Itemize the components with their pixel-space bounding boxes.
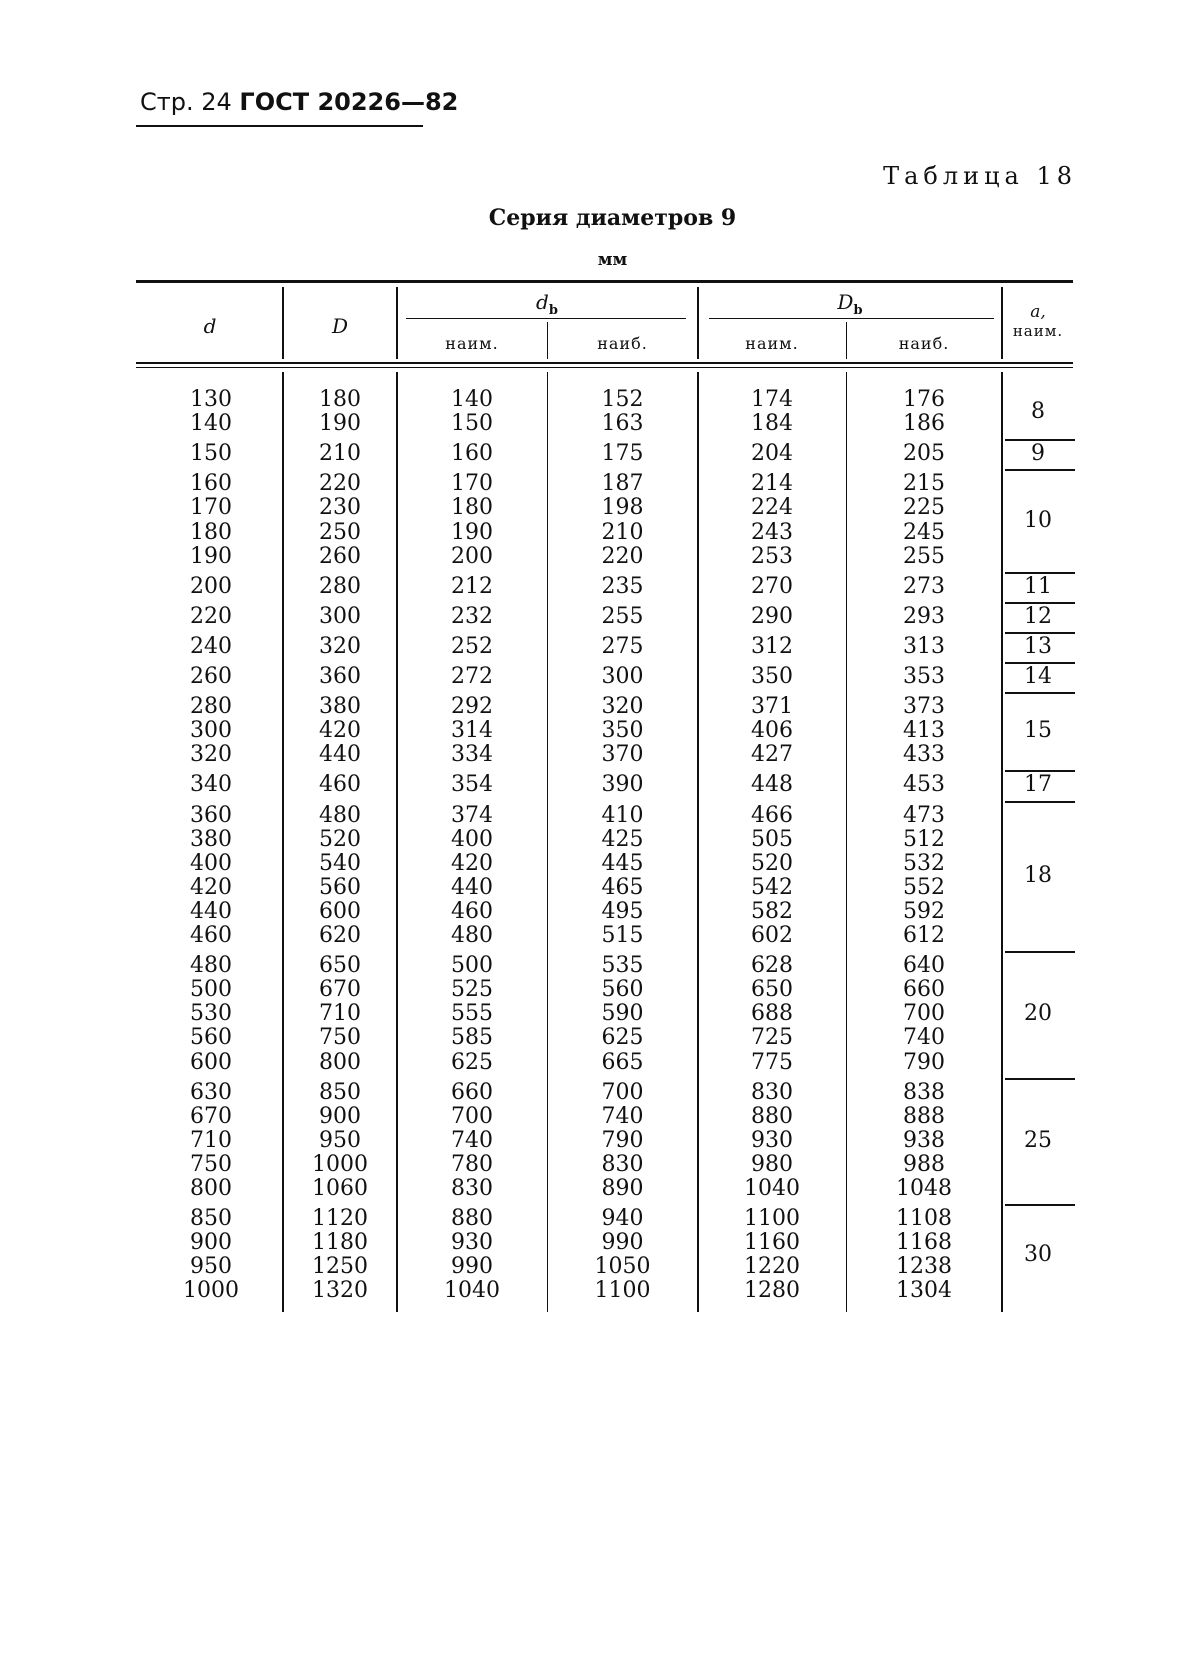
cell-db-min: 374 xyxy=(451,802,493,828)
cell-Db-min: 830 xyxy=(751,1079,793,1105)
cell-Db-min: 542 xyxy=(751,874,793,900)
cell-Db-min: 582 xyxy=(751,898,793,924)
cell-Db-max: 592 xyxy=(903,898,945,924)
cell-db-max: 830 xyxy=(601,1151,644,1177)
col-header-d: d xyxy=(203,314,217,338)
cell-Db-min: 466 xyxy=(751,802,793,828)
cell-Db-min: 650 xyxy=(751,977,793,1003)
cell-Db-max: 838 xyxy=(903,1079,945,1105)
a-group-rule xyxy=(1005,801,1075,803)
cell-Db-min: 1220 xyxy=(744,1254,800,1280)
cell-D: 230 xyxy=(319,495,361,521)
cell-db-min: 170 xyxy=(451,471,493,497)
col-header-db: $d_b$ xyxy=(536,290,558,318)
cell-D: 460 xyxy=(319,772,361,798)
series-title: Серия диаметров 9 xyxy=(488,205,737,231)
cell-d: 600 xyxy=(190,1049,232,1075)
cell-db-min: 585 xyxy=(451,1025,493,1051)
cell-db-max: 665 xyxy=(601,1049,644,1075)
cell-Db-min: 725 xyxy=(751,1025,793,1051)
cell-d: 280 xyxy=(190,694,232,720)
cell-db-max: 163 xyxy=(601,411,644,437)
cell-db-min: 314 xyxy=(451,718,493,744)
cell-Db-min: 214 xyxy=(751,471,793,497)
cell-db-max: 465 xyxy=(601,874,644,900)
a-group-rule xyxy=(1005,1078,1075,1080)
cell-db-max: 990 xyxy=(601,1230,644,1256)
a-value: 11 xyxy=(1024,573,1052,599)
cell-db-max: 940 xyxy=(601,1206,644,1232)
cell-D: 420 xyxy=(319,718,361,744)
cell-db-max: 300 xyxy=(601,664,644,689)
cell-db-max: 625 xyxy=(601,1025,644,1051)
cell-d: 170 xyxy=(190,495,232,521)
cell-d: 160 xyxy=(190,471,232,497)
cell-D: 900 xyxy=(319,1103,361,1129)
cell-Db-min: 880 xyxy=(751,1103,793,1129)
cell-Db-max: 512 xyxy=(903,826,945,852)
cell-D: 360 xyxy=(319,664,361,689)
cell-D: 710 xyxy=(319,1001,361,1027)
cell-d: 440 xyxy=(190,898,232,924)
cell-Db-min: 427 xyxy=(751,742,793,768)
cell-db-max: 350 xyxy=(601,718,644,744)
cell-Db-max: 1168 xyxy=(896,1230,952,1256)
cell-Db-max: 373 xyxy=(903,694,945,720)
Db-group-rule xyxy=(709,318,994,319)
cell-Db-min: 243 xyxy=(751,519,793,545)
cell-Db-min: 775 xyxy=(751,1049,793,1075)
cell-Db-max: 433 xyxy=(903,742,945,768)
cell-d: 320 xyxy=(190,742,232,768)
cell-d: 140 xyxy=(190,411,232,437)
a-value: 15 xyxy=(1024,718,1052,744)
cell-db-min: 200 xyxy=(451,543,493,569)
cell-Db-min: 1040 xyxy=(744,1176,800,1201)
col-header-D: D xyxy=(331,314,349,338)
cell-d: 670 xyxy=(190,1103,232,1129)
subheader-Db-min: наим. xyxy=(745,334,799,353)
cell-Db-max: 205 xyxy=(903,441,945,467)
cell-d: 240 xyxy=(190,633,232,659)
cell-Db-min: 628 xyxy=(751,953,793,979)
cell-db-max: 445 xyxy=(601,850,644,876)
header-rule xyxy=(136,125,423,127)
cell-db-max: 515 xyxy=(601,923,644,948)
cell-d: 530 xyxy=(190,1001,232,1027)
cell-D: 260 xyxy=(319,543,361,569)
a-value: 30 xyxy=(1024,1242,1052,1268)
cell-db-max: 390 xyxy=(601,772,644,798)
cell-db-min: 500 xyxy=(451,953,493,979)
subheader-Db-max: наиб. xyxy=(898,334,950,353)
a-value: 20 xyxy=(1024,1001,1052,1027)
cell-db-max: 175 xyxy=(601,441,644,467)
cell-d: 1000 xyxy=(183,1278,239,1304)
cell-d: 560 xyxy=(190,1025,232,1051)
body-divider xyxy=(846,372,847,1312)
cell-D: 670 xyxy=(319,977,361,1003)
cell-db-min: 1040 xyxy=(444,1278,500,1304)
cell-Db-max: 640 xyxy=(903,953,945,979)
cell-D: 380 xyxy=(319,694,361,720)
cell-db-min: 880 xyxy=(451,1206,493,1232)
a-group-rule xyxy=(1005,1204,1075,1206)
cell-db-max: 740 xyxy=(601,1103,644,1129)
a-value: 14 xyxy=(1024,664,1052,690)
cell-d: 420 xyxy=(190,874,232,900)
cell-d: 500 xyxy=(190,977,232,1003)
cell-D: 560 xyxy=(319,874,361,900)
cell-db-min: 830 xyxy=(451,1176,493,1201)
cell-db-min: 180 xyxy=(451,495,493,521)
cell-Db-max: 1304 xyxy=(896,1278,952,1304)
cell-db-min: 740 xyxy=(451,1127,493,1153)
cell-Db-min: 174 xyxy=(751,387,793,412)
cell-db-max: 790 xyxy=(601,1127,644,1153)
cell-Db-min: 602 xyxy=(751,923,793,948)
cell-D: 250 xyxy=(319,519,361,545)
cell-Db-max: 255 xyxy=(903,543,945,569)
cell-Db-max: 700 xyxy=(903,1001,945,1027)
cell-d: 460 xyxy=(190,923,232,948)
cell-Db-min: 930 xyxy=(751,1127,793,1153)
cell-db-min: 160 xyxy=(451,441,493,467)
a-group-rule xyxy=(1005,692,1075,694)
cell-db-max: 535 xyxy=(601,953,644,979)
cell-D: 1000 xyxy=(312,1151,368,1177)
cell-Db-max: 532 xyxy=(903,850,945,876)
cell-d: 150 xyxy=(190,441,232,467)
cell-d: 750 xyxy=(190,1151,232,1177)
cell-D: 950 xyxy=(319,1127,361,1153)
a-value: 17 xyxy=(1024,772,1052,798)
cell-Db-min: 204 xyxy=(751,441,793,467)
cell-db-min: 990 xyxy=(451,1254,493,1280)
cell-db-min: 354 xyxy=(451,772,493,798)
cell-db-min: 700 xyxy=(451,1103,493,1129)
cell-d: 360 xyxy=(190,802,232,828)
cell-d: 480 xyxy=(190,953,232,979)
cell-D: 1060 xyxy=(312,1176,368,1201)
cell-db-min: 660 xyxy=(451,1079,493,1105)
cell-d: 190 xyxy=(190,543,232,569)
cell-Db-min: 1100 xyxy=(744,1206,800,1232)
cell-Db-max: 552 xyxy=(903,874,945,900)
cell-d: 340 xyxy=(190,772,232,798)
cell-db-min: 334 xyxy=(451,742,493,768)
cell-Db-min: 1280 xyxy=(744,1278,800,1304)
cell-db-min: 555 xyxy=(451,1001,493,1027)
cell-db-min: 440 xyxy=(451,874,493,900)
cell-d: 220 xyxy=(190,603,232,629)
cell-db-min: 525 xyxy=(451,977,493,1003)
cell-db-max: 425 xyxy=(601,826,644,852)
cell-db-min: 625 xyxy=(451,1049,493,1075)
cell-D: 440 xyxy=(319,742,361,768)
cell-Db-max: 313 xyxy=(903,633,945,659)
table-top-rule xyxy=(136,280,1073,283)
cell-D: 180 xyxy=(319,387,361,412)
cell-Db-max: 1048 xyxy=(896,1176,952,1201)
a-value: 13 xyxy=(1024,633,1052,659)
body-divider xyxy=(547,372,548,1312)
cell-Db-min: 505 xyxy=(751,826,793,852)
cell-Db-max: 790 xyxy=(903,1049,945,1075)
cell-Db-min: 312 xyxy=(751,633,793,659)
cell-Db-max: 225 xyxy=(903,495,945,521)
cell-D: 650 xyxy=(319,953,361,979)
cell-db-min: 212 xyxy=(451,573,493,599)
cell-D: 300 xyxy=(319,603,361,629)
cell-Db-min: 980 xyxy=(751,1151,793,1177)
cell-Db-max: 273 xyxy=(903,573,945,599)
cell-db-min: 150 xyxy=(451,411,493,437)
cell-db-max: 495 xyxy=(601,898,644,924)
cell-d: 800 xyxy=(190,1176,232,1201)
cell-Db-min: 406 xyxy=(751,718,793,744)
a-value: 25 xyxy=(1024,1127,1052,1153)
cell-D: 190 xyxy=(319,411,361,437)
cell-D: 280 xyxy=(319,573,361,599)
cell-Db-max: 353 xyxy=(903,664,945,689)
cell-D: 850 xyxy=(319,1079,361,1105)
cell-d: 180 xyxy=(190,519,232,545)
cell-Db-max: 245 xyxy=(903,519,945,545)
cell-db-min: 252 xyxy=(451,633,493,659)
cell-db-max: 1050 xyxy=(594,1254,651,1280)
cell-db-max: 700 xyxy=(601,1079,644,1105)
cell-db-max: 255 xyxy=(601,603,644,629)
cell-db-min: 292 xyxy=(451,694,493,720)
subheader-db-max: наиб. xyxy=(597,334,648,353)
standard-number: ГОСТ 20226—82 xyxy=(239,88,459,116)
col-header-a-sub: наим. xyxy=(1012,322,1064,340)
cell-D: 220 xyxy=(319,471,361,497)
cell-d: 130 xyxy=(190,387,232,412)
cell-D: 520 xyxy=(319,826,361,852)
cell-db-max: 198 xyxy=(601,495,644,521)
cell-db-min: 780 xyxy=(451,1151,493,1177)
cell-d: 200 xyxy=(190,573,232,599)
cell-db-min: 930 xyxy=(451,1230,493,1256)
cell-db-min: 140 xyxy=(451,387,493,412)
cell-db-max: 590 xyxy=(601,1001,644,1027)
cell-Db-max: 293 xyxy=(903,603,945,629)
cell-Db-max: 988 xyxy=(903,1151,945,1177)
cell-d: 850 xyxy=(190,1206,232,1232)
cell-db-max: 220 xyxy=(601,543,644,569)
cell-db-min: 272 xyxy=(451,664,493,689)
cell-db-min: 460 xyxy=(451,898,493,924)
cell-d: 900 xyxy=(190,1230,232,1256)
page-number: Стр. 24 xyxy=(140,88,232,116)
header-bottom-rule xyxy=(136,362,1073,364)
cell-d: 300 xyxy=(190,718,232,744)
col-header-a: a, xyxy=(1030,302,1046,322)
a-value: 8 xyxy=(1031,399,1045,425)
cell-Db-min: 448 xyxy=(751,772,793,798)
cell-db-max: 210 xyxy=(601,519,644,545)
cell-db-max: 1100 xyxy=(594,1278,651,1304)
cell-db-max: 560 xyxy=(601,977,644,1003)
col-header-Db: $D_b$ xyxy=(837,290,863,318)
cell-db-max: 410 xyxy=(601,802,644,828)
cell-Db-min: 270 xyxy=(751,573,793,599)
cell-Db-min: 184 xyxy=(751,411,793,437)
header-bottom-rule-2 xyxy=(136,367,1073,368)
cell-Db-min: 371 xyxy=(751,694,793,720)
cell-d: 950 xyxy=(190,1254,232,1280)
cell-db-min: 190 xyxy=(451,519,493,545)
cell-db-max: 320 xyxy=(601,694,644,720)
subheader-db-min: наим. xyxy=(445,334,499,353)
cell-db-min: 400 xyxy=(451,826,493,852)
cell-D: 620 xyxy=(319,923,361,948)
cell-D: 750 xyxy=(319,1025,361,1051)
cell-db-max: 187 xyxy=(601,471,644,497)
cell-D: 210 xyxy=(319,441,361,467)
cell-db-max: 890 xyxy=(601,1176,644,1201)
cell-Db-max: 1108 xyxy=(896,1206,952,1232)
cell-Db-min: 350 xyxy=(751,664,793,689)
cell-D: 320 xyxy=(319,633,361,659)
cell-Db-max: 1238 xyxy=(896,1254,952,1280)
cell-db-max: 235 xyxy=(601,573,644,599)
cell-Db-min: 253 xyxy=(751,543,793,569)
cell-d: 630 xyxy=(190,1079,232,1105)
header-divider xyxy=(846,322,847,359)
cell-Db-max: 612 xyxy=(903,923,945,948)
header-divider xyxy=(547,322,548,359)
cell-db-min: 480 xyxy=(451,923,493,948)
a-group-rule xyxy=(1005,951,1075,953)
cell-D: 800 xyxy=(319,1049,361,1075)
cell-Db-max: 740 xyxy=(903,1025,945,1051)
cell-Db-max: 453 xyxy=(903,772,945,798)
cell-D: 480 xyxy=(319,802,361,828)
cell-d: 380 xyxy=(190,826,232,852)
cell-Db-max: 186 xyxy=(903,411,945,437)
cell-db-max: 370 xyxy=(601,742,644,768)
a-value: 12 xyxy=(1024,603,1052,629)
cell-Db-max: 413 xyxy=(903,718,945,744)
cell-d: 260 xyxy=(190,664,232,689)
cell-d: 400 xyxy=(190,850,232,876)
cell-D: 1120 xyxy=(312,1206,368,1232)
cell-Db-max: 660 xyxy=(903,977,945,1003)
a-group-rule xyxy=(1005,469,1075,471)
cell-db-min: 232 xyxy=(451,603,493,629)
cell-Db-max: 473 xyxy=(903,802,945,828)
cell-Db-min: 1160 xyxy=(744,1230,800,1256)
cell-db-max: 152 xyxy=(601,387,644,412)
cell-D: 540 xyxy=(319,850,361,876)
a-value: 9 xyxy=(1031,441,1045,467)
cell-Db-min: 224 xyxy=(751,495,793,521)
cell-Db-min: 688 xyxy=(751,1001,793,1027)
cell-Db-min: 290 xyxy=(751,603,793,629)
cell-D: 1250 xyxy=(312,1254,368,1280)
db-group-rule xyxy=(406,318,686,319)
units-label: мм xyxy=(597,250,628,270)
cell-d: 710 xyxy=(190,1127,232,1153)
cell-Db-max: 888 xyxy=(903,1103,945,1129)
cell-D: 1320 xyxy=(312,1278,368,1304)
table-label: Таблица 18 xyxy=(883,162,1077,190)
a-value: 10 xyxy=(1024,507,1052,533)
cell-db-min: 420 xyxy=(451,850,493,876)
page-header xyxy=(140,88,458,116)
cell-db-max: 275 xyxy=(601,633,644,659)
cell-Db-min: 520 xyxy=(751,850,793,876)
cell-D: 1180 xyxy=(312,1230,368,1256)
cell-Db-max: 176 xyxy=(903,387,945,412)
cell-D: 600 xyxy=(319,898,361,924)
a-value: 18 xyxy=(1024,862,1052,888)
cell-Db-max: 215 xyxy=(903,471,945,497)
cell-Db-max: 938 xyxy=(903,1127,945,1153)
